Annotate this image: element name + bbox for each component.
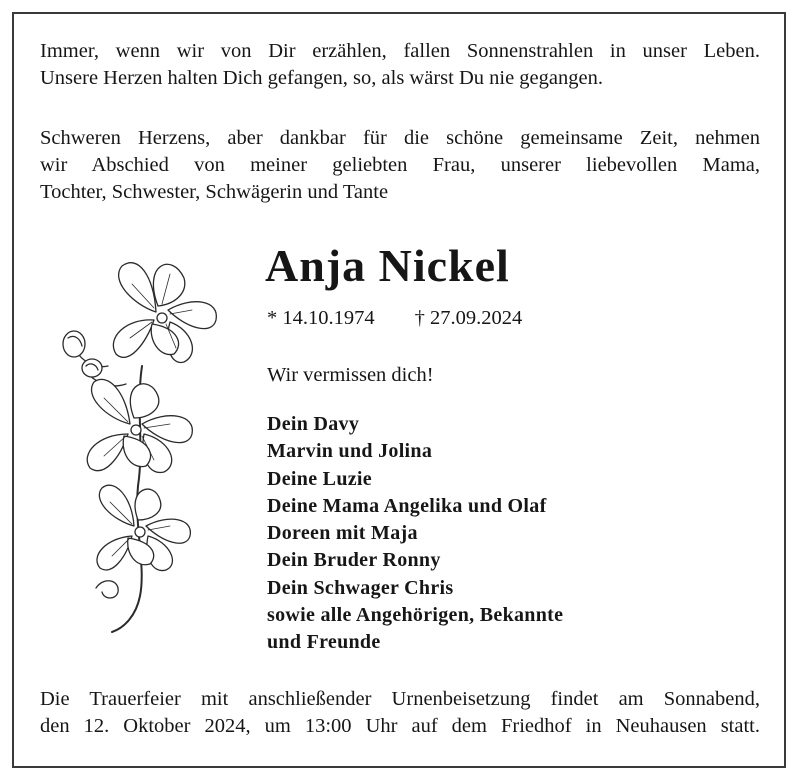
miss-line: Wir vermissen dich! [267,364,434,386]
mourner-2: Marvin und Jolina [267,440,433,463]
mourner-6: Dein Bruder Ronny [267,549,441,572]
intro-verse [40,38,760,92]
life-dates [267,305,522,331]
birth-date: * 14.10.1974 [267,307,375,329]
orchid-icon [44,236,224,646]
farewell-line-1: Schweren Herzens, aber dankbar für die schöne gemeinsame Zeit, nehmen [40,127,760,149]
mourner-9: und Freunde [267,631,381,654]
farewell-line-3: Tochter, Schwester, Schwägerin und Tante [40,181,389,203]
mourner-3: Deine Luzie [267,467,372,490]
ceremony-line-2: den 12. Oktober 2024, um 13:00 Uhr auf dem Friedhof in Neuhausen statt. [40,715,760,737]
mourners-list [267,411,563,657]
ceremony-line-1: Die Trauerfeier mit anschließender Urnenbeisetzung findet am Sonnabend, [40,688,760,710]
mourner-7: Dein Schwager Chris [267,576,454,599]
ceremony-info [40,686,760,740]
farewell-paragraph [40,125,760,206]
mourner-5: Doreen mit Maja [267,522,418,545]
death-date: † 27.09.2024 [414,307,523,329]
mourner-4: Deine Mama Angelika und Olaf [267,494,547,517]
deceased-name: Anja Nickel [265,240,510,291]
mourner-1: Dein Davy [267,413,360,435]
mourner-8: sowie alle Angehörigen, Bekannte [267,604,564,627]
farewell-line-2: wir Abschied von meiner geliebten Frau, unserer liebevollen Mama, [40,154,760,176]
intro-line-1: Immer, wenn wir von Dir erzählen, fallen Sonnenstrahlen in unser Leben. [40,40,760,62]
intro-line-2: Unsere Herzen halten Dich gefangen, so, als wärst Du nie gegangen. [40,67,603,89]
obituary-notice [12,12,786,768]
